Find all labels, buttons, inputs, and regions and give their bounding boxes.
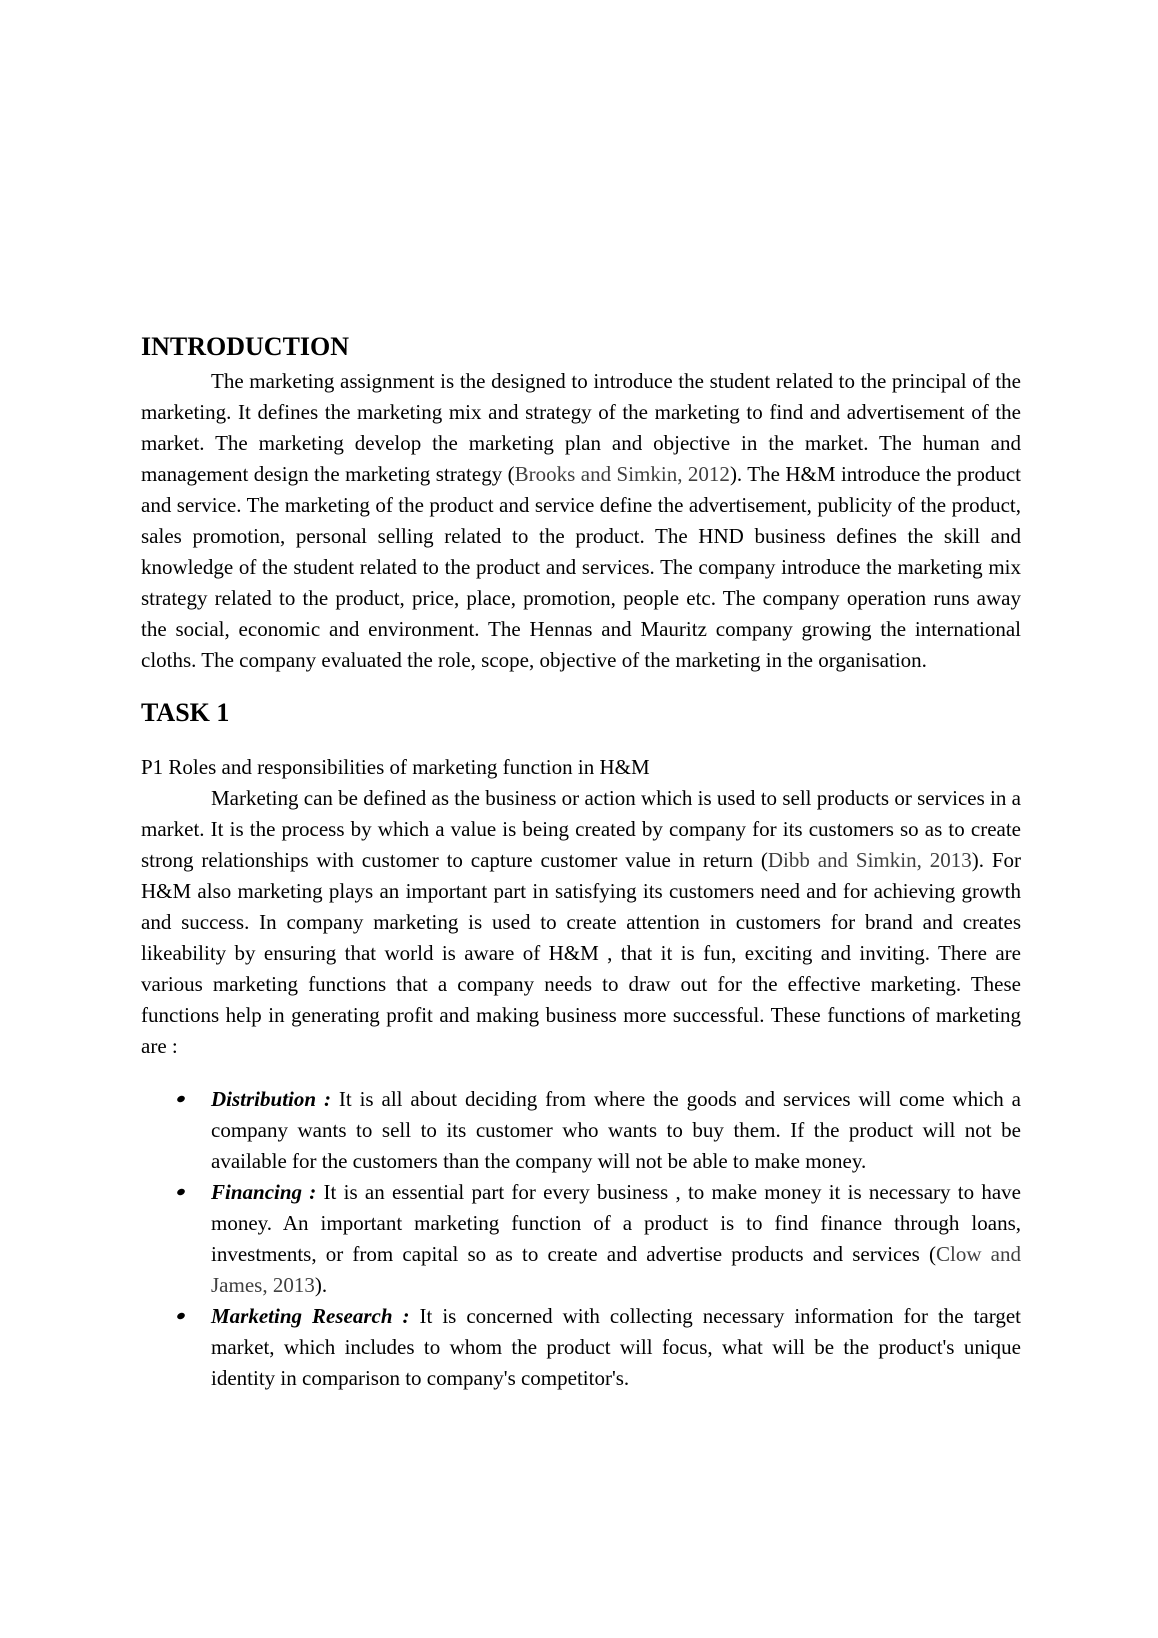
marketing-functions-list <box>141 1084 1021 1394</box>
introduction-paragraph <box>141 366 1021 676</box>
list-item-financing <box>141 1177 1021 1301</box>
introduction-text-cont: ). The H&M introduce the product and service. The marketing of the product and service define the advertisement, publicity of the product, sales promotion, personal selling related to the product. The HND business defines the skill and knowledge of the student related to the product and services. The company introduce the marketing mix strategy related to the product, price, place, promotion, people etc. The company operation runs away the social, economic and environment. The Hennas and Mauritz company growing the international cloths. The company evaluated the role, scope, objective of the marketing in the organisation. <box>141 462 1021 672</box>
list-item-marketing-research <box>141 1301 1021 1394</box>
financing-text: It is an essential part for every business , to make money it is necessary to have money. An important marketing function of a product is to find finance through loans, investments, or from capital so as to create and advertise products and services ( <box>211 1180 1021 1266</box>
distribution-text: It is all about deciding from where the goods and services will come which a company wants to sell to its customer who wants to buy them. If the product will not be available for the customers than the company will not be able to make money. <box>211 1087 1021 1173</box>
task1-text: Marketing can be defined as the business or action which is used to sell products or services in a market. It is the process by which a value is being created by company for its customers so as to create strong relationships with customer to capture customer value in return ( <box>141 786 1021 872</box>
document-page <box>141 330 1021 1394</box>
bullet-icon <box>176 1312 186 1321</box>
term-financing: Financing : <box>211 1180 317 1204</box>
task1-paragraph <box>141 783 1021 1062</box>
task1-text-cont: ). For H&M also marketing plays an important part in satisfying its customers need and for achieving growth and success. In company marketing is used to create attention in customers for brand and creates likeability by ensuring that world is aware of H&M , that it is fun, exciting and inviting. There are various marketing functions that a company needs to draw out for the effective marketing. These functions help in generating profit and making business more successful. These functions of marketing are : <box>141 848 1021 1058</box>
bullet-icon <box>176 1095 186 1104</box>
marketing-research-text: It is concerned with collecting necessary information for the target market, which includes to whom the product will focus, what will be the product's unique identity in comparison to company's competitor's. <box>211 1304 1022 1390</box>
term-marketing-research: Marketing Research : <box>211 1304 410 1328</box>
introduction-citation: Brooks and Simkin, 2012 <box>514 462 730 486</box>
task1-citation: Dibb and Simkin, 2013 <box>767 848 972 872</box>
introduction-heading: INTRODUCTION <box>141 332 350 361</box>
list-item-distribution <box>141 1084 1021 1177</box>
financing-text-end: ). <box>314 1273 328 1297</box>
task1-subheading: P1 Roles and responsibilities of marketing function in H&M <box>141 755 650 779</box>
term-distribution: Distribution : <box>211 1087 331 1111</box>
bullet-icon <box>176 1188 186 1197</box>
introduction-text: The marketing assignment is the designed to introduce the student related to the principal of the marketing. It defines the marketing mix and strategy of the marketing to find and advertisement of the market. The marketing develop the marketing plan and objective in the market. The human and management design the marketing strategy ( <box>141 369 1021 486</box>
financing-citation: Clow and James, 2013 <box>211 1242 1021 1297</box>
task1-heading: TASK 1 <box>141 698 230 727</box>
